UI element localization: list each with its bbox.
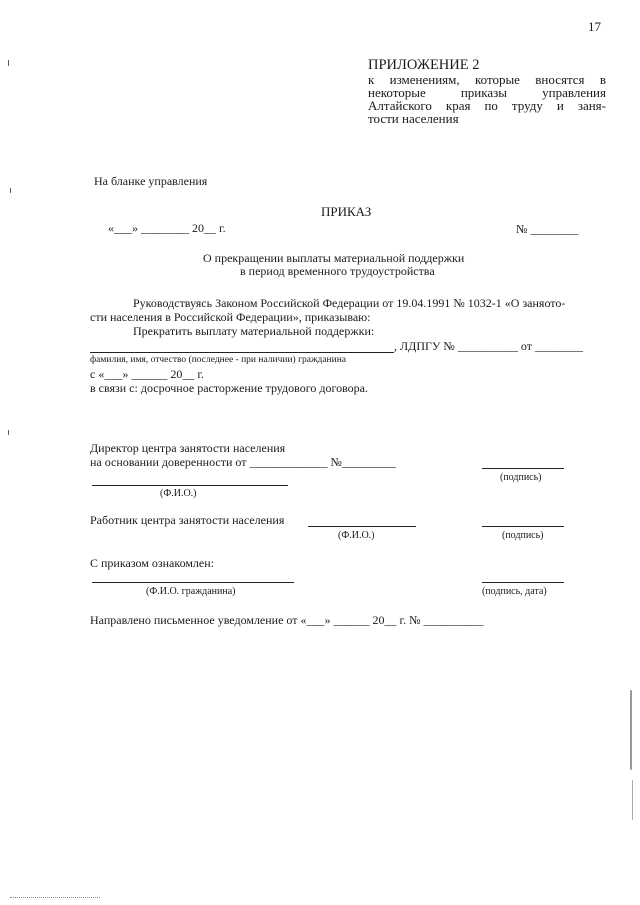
- worker-title: Работник центра занятости населения: [90, 513, 285, 527]
- body-paragraph-1-line-2: сти населения в Российской Федерации», приказываю:: [90, 310, 371, 324]
- appendix-line-4: тости населения: [368, 111, 459, 126]
- order-number: № ________: [516, 222, 579, 236]
- termination-reason: в связи с: досрочное расторжение трудового договора.: [90, 381, 368, 395]
- scan-mark: [10, 188, 11, 193]
- order-subject-line-2: в период временного трудоустройства: [240, 264, 435, 278]
- body-paragraph-1-line-1: Руководствуясь Законом Российской Федерации от 19.04.1991 № 1032-1 «О заняото-: [133, 296, 566, 310]
- worker-signature-caption: (подпись): [502, 530, 544, 541]
- director-signature-blank: [482, 468, 564, 469]
- citizen-signature-caption: (подпись, дата): [482, 586, 547, 597]
- scan-bottom-mark: [10, 897, 100, 898]
- citizen-name-caption: фамилия, имя, отчество (последнее - при наличии) гражданина: [90, 355, 347, 365]
- director-name-blank: [92, 485, 288, 486]
- since-date-line: с «___» ______ 20__ г.: [90, 367, 204, 381]
- director-power-of-attorney: на основании доверенности от _____________ №_________: [90, 455, 396, 469]
- notice-line: Направлено письменное уведомление от «___» ______ 20__ г. № __________: [90, 613, 484, 627]
- citizen-fio-caption: (Ф.И.О. гражданина): [146, 586, 236, 597]
- director-name-caption: (Ф.И.О.): [160, 488, 197, 499]
- worker-name-caption: (Ф.И.О.): [338, 530, 375, 541]
- appendix-line-1: к изменениям, которые вносятся в: [368, 72, 606, 87]
- order-title: ПРИКАЗ: [321, 204, 372, 219]
- ldpgu-line: , ЛДПГУ № __________ от ________: [394, 339, 583, 353]
- worker-signature-blank: [482, 526, 564, 527]
- order-subject-line-1: О прекращении выплаты материальной поддержки: [203, 251, 465, 265]
- scan-mark: [8, 430, 9, 435]
- scan-mark: [8, 60, 9, 66]
- appendix-title: ПРИЛОЖЕНИЕ 2: [368, 57, 480, 73]
- order-date: «___» ________ 20__ г.: [108, 221, 226, 235]
- appendix-line-3: Алтайского края по труду и заня-: [368, 98, 606, 113]
- letterhead-note: На бланке управления: [94, 174, 208, 188]
- citizen-signature-blank: [482, 582, 564, 583]
- scan-edge-mark: [630, 690, 632, 770]
- worker-name-blank: [308, 526, 416, 527]
- body-paragraph-2: Прекратить выплату материальной поддержки:: [133, 324, 375, 338]
- citizen-fio-blank: [92, 582, 294, 583]
- scan-edge-mark: [632, 780, 633, 820]
- page-number: 17: [588, 19, 601, 34]
- director-signature-caption: (подпись): [500, 472, 542, 483]
- citizen-name-blank: [90, 352, 394, 353]
- acquainted-label: С приказом ознакомлен:: [90, 556, 215, 570]
- director-title: Директор центра занятости населения: [90, 441, 286, 455]
- appendix-line-2: некоторые приказы управления: [368, 85, 606, 100]
